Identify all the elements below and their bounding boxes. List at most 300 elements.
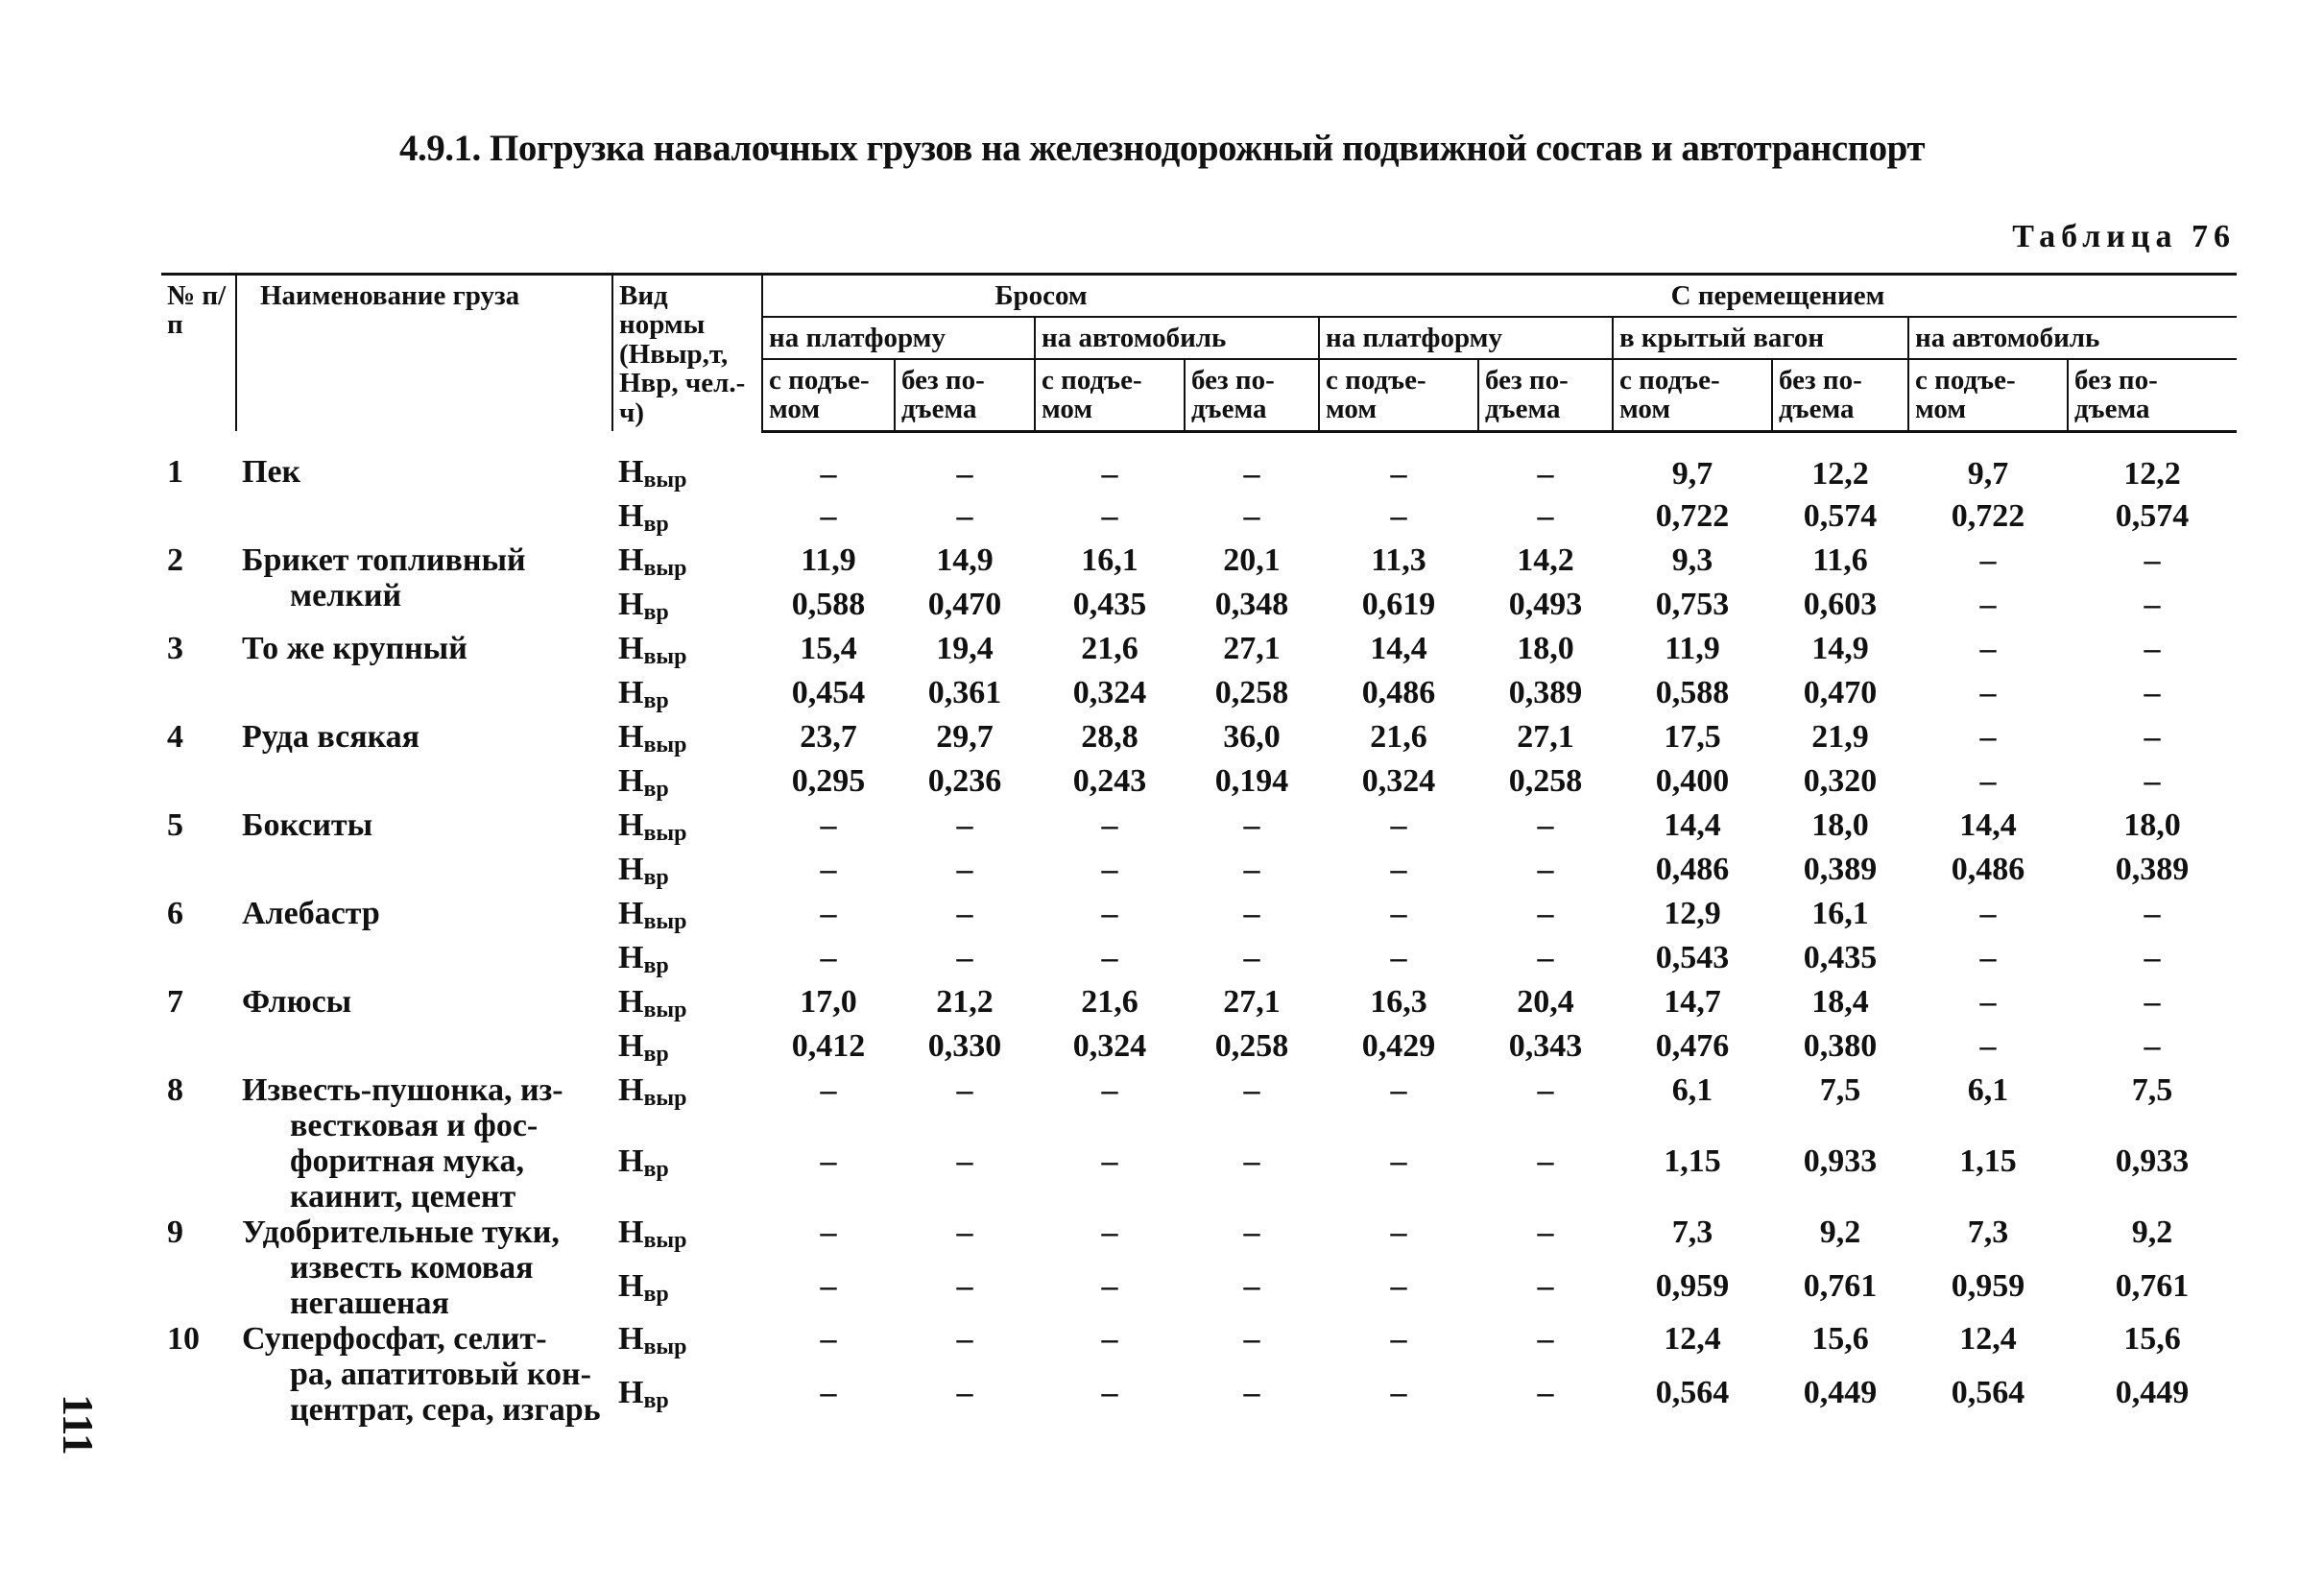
value-cell: – bbox=[1537, 1374, 1554, 1410]
value-cell: – bbox=[1537, 498, 1554, 535]
value-cell: – bbox=[1979, 675, 1997, 711]
table-row bbox=[161, 542, 2237, 587]
row-number: 3 bbox=[167, 631, 183, 667]
value-cell: 0,258 bbox=[1214, 1028, 1289, 1065]
cargo-name-line: центрат, сера, изгарь bbox=[290, 1392, 601, 1429]
value-cell: – bbox=[2144, 940, 2161, 976]
table-row bbox=[161, 719, 2237, 763]
value-cell: – bbox=[1101, 1072, 1118, 1109]
value-cell: 0,389 bbox=[2115, 852, 2190, 888]
value-cell: – bbox=[1243, 1214, 1260, 1251]
norm-kind-letter: H bbox=[618, 1143, 644, 1180]
table-body bbox=[161, 431, 2237, 1428]
norm-kind-letter: H bbox=[618, 852, 644, 888]
value-cell: – bbox=[1101, 940, 1118, 976]
value-cell: 9,7 bbox=[1967, 455, 2009, 492]
table-row bbox=[161, 1321, 2237, 1375]
header-group-peremeshcheniem: С перемещением bbox=[1319, 275, 2237, 317]
value-cell: – bbox=[1537, 896, 1554, 932]
value-cell: 0,959 bbox=[1655, 1267, 1730, 1304]
norm-kind-vr bbox=[612, 498, 762, 542]
row-number: 8 bbox=[167, 1072, 183, 1109]
value-cell: 0,324 bbox=[1361, 763, 1436, 800]
norm-kind-vr bbox=[612, 852, 762, 896]
cargo-name bbox=[236, 1321, 612, 1428]
norm-kind-subscript: выр bbox=[643, 1086, 687, 1112]
value-cell: 0,324 bbox=[1072, 675, 1147, 711]
value-cell: – bbox=[1243, 852, 1260, 888]
cargo-name bbox=[236, 631, 612, 719]
norm-kind-letter: H bbox=[618, 940, 644, 976]
value-cell: 0,933 bbox=[2115, 1143, 2190, 1180]
value-cell: – bbox=[1390, 498, 1407, 535]
value-cell: 7,5 bbox=[2131, 1072, 2173, 1109]
value-cell: – bbox=[1243, 807, 1260, 844]
value-cell: 0,449 bbox=[2115, 1374, 2190, 1410]
value-cell: – bbox=[1243, 1143, 1260, 1180]
norm-kind-vyr bbox=[612, 431, 762, 498]
value-cell: – bbox=[1390, 1267, 1407, 1304]
value-cell: – bbox=[1101, 455, 1118, 492]
norm-kind-subscript: вр bbox=[643, 1157, 669, 1183]
value-cell: 0,588 bbox=[1655, 675, 1730, 711]
value-cell: 21,2 bbox=[936, 984, 994, 1021]
value-cell: 36,0 bbox=[1223, 719, 1281, 756]
norm-kind-letter: H bbox=[618, 896, 644, 932]
value-cell: – bbox=[1101, 1267, 1118, 1304]
norm-kind-vr bbox=[612, 675, 762, 719]
cargo-name-line: Алебастр bbox=[242, 896, 380, 932]
row-number: 10 bbox=[167, 1321, 200, 1358]
value-cell: 0,194 bbox=[1214, 763, 1289, 800]
value-cell: – bbox=[956, 1072, 973, 1109]
column-header: без по- дъема bbox=[2068, 359, 2237, 432]
value-cell: – bbox=[956, 1143, 973, 1180]
norm-kind-letter: H bbox=[618, 984, 644, 1021]
value-cell: 0,343 bbox=[1508, 1028, 1583, 1065]
value-cell: 28,8 bbox=[1081, 719, 1138, 756]
norm-kind-vr bbox=[612, 1375, 762, 1429]
row-number: 1 bbox=[167, 454, 183, 491]
norm-kind-subscript: выр bbox=[643, 1335, 687, 1360]
norm-kind-letter: H bbox=[618, 454, 644, 491]
value-cell: 9,3 bbox=[1671, 542, 1713, 579]
cargo-name-line: Флюсы bbox=[242, 984, 352, 1021]
value-cell: 0,761 bbox=[2115, 1267, 2190, 1304]
value-cell: – bbox=[956, 498, 973, 535]
value-cell: 0,295 bbox=[791, 763, 866, 800]
cargo-name-line: каинит, цемент bbox=[290, 1179, 516, 1215]
value-cell: 20,4 bbox=[1517, 984, 1574, 1021]
cargo-name bbox=[236, 719, 612, 807]
table-row bbox=[161, 984, 2237, 1028]
cargo-name bbox=[236, 1072, 612, 1214]
value-cell: 0,361 bbox=[927, 675, 1002, 711]
value-cell: – bbox=[1537, 852, 1554, 888]
value-cell: – bbox=[956, 1374, 973, 1410]
value-cell: – bbox=[1243, 455, 1260, 492]
norm-kind-letter: H bbox=[618, 542, 644, 579]
value-cell: – bbox=[1390, 1321, 1407, 1358]
value-cell: – bbox=[820, 1072, 837, 1109]
value-cell: – bbox=[2144, 763, 2161, 800]
norm-kind-subscript: вр bbox=[643, 1387, 669, 1413]
norm-kind-vyr bbox=[612, 1321, 762, 1375]
value-cell: – bbox=[1390, 1072, 1407, 1109]
table-row bbox=[161, 631, 2237, 675]
value-cell: – bbox=[820, 1214, 837, 1251]
value-cell: – bbox=[2144, 587, 2161, 623]
value-cell: 0,258 bbox=[1214, 675, 1289, 711]
value-cell: – bbox=[1537, 1143, 1554, 1180]
row-number: 7 bbox=[167, 984, 183, 1021]
value-cell: 7,5 bbox=[1819, 1072, 1861, 1109]
value-cell: 14,9 bbox=[1811, 631, 1869, 667]
value-cell: – bbox=[820, 940, 837, 976]
column-header: с подъе- мом bbox=[1319, 359, 1478, 432]
value-cell: – bbox=[820, 1267, 837, 1304]
value-cell: 19,4 bbox=[936, 631, 994, 667]
column-header: без по- дъема bbox=[1772, 359, 1908, 432]
column-header: без по- дъема bbox=[895, 359, 1035, 432]
value-cell: 21,6 bbox=[1081, 984, 1138, 1021]
norm-kind-subscript: вр bbox=[643, 865, 669, 891]
value-cell: 0,348 bbox=[1214, 587, 1289, 623]
value-cell: – bbox=[2144, 896, 2161, 932]
norm-kind-letter: H bbox=[618, 1028, 644, 1065]
value-cell: 18,0 bbox=[1517, 631, 1574, 667]
value-cell: 0,486 bbox=[1951, 852, 2025, 888]
value-cell: – bbox=[956, 455, 973, 492]
cargo-name-line: Пек bbox=[242, 454, 301, 491]
value-cell: – bbox=[1243, 896, 1260, 932]
row-number: 2 bbox=[167, 542, 183, 579]
value-cell: 0,389 bbox=[1508, 675, 1583, 711]
value-cell: 0,330 bbox=[927, 1028, 1002, 1065]
value-cell: 0,476 bbox=[1655, 1028, 1730, 1065]
value-cell: 18,4 bbox=[1811, 984, 1869, 1021]
value-cell: 0,493 bbox=[1508, 587, 1583, 623]
norm-kind-vr bbox=[612, 1143, 762, 1214]
value-cell: 0,564 bbox=[1655, 1374, 1730, 1410]
value-cell: 12,9 bbox=[1664, 896, 1721, 932]
value-cell: 0,380 bbox=[1803, 1028, 1878, 1065]
norm-kind-letter: H bbox=[618, 807, 644, 844]
value-cell: 9,2 bbox=[2131, 1214, 2173, 1251]
cargo-name-line: ра, апатитовый кон- bbox=[290, 1357, 591, 1393]
value-cell: 0,486 bbox=[1655, 852, 1730, 888]
norm-kind-vyr bbox=[612, 1072, 762, 1143]
value-cell: – bbox=[1537, 1321, 1554, 1358]
row-number: 9 bbox=[167, 1214, 183, 1251]
column-header: с подъе- мом bbox=[1613, 359, 1772, 432]
value-cell: – bbox=[1979, 587, 1997, 623]
value-cell: – bbox=[956, 896, 973, 932]
norm-kind-subscript: выр bbox=[643, 644, 687, 670]
norm-kind-subscript: выр bbox=[643, 909, 687, 935]
value-cell: 15,6 bbox=[2123, 1321, 2181, 1358]
value-cell: 0,722 bbox=[1951, 498, 2025, 535]
cargo-name bbox=[236, 984, 612, 1072]
value-cell: – bbox=[820, 807, 837, 844]
value-cell: – bbox=[956, 940, 973, 976]
value-cell: 0,933 bbox=[1803, 1143, 1878, 1180]
cargo-name-line: То же крупный bbox=[242, 631, 467, 667]
value-cell: – bbox=[1101, 1374, 1118, 1410]
cargo-name bbox=[236, 431, 612, 542]
value-cell: – bbox=[1979, 542, 1997, 579]
value-cell: 0,470 bbox=[927, 587, 1002, 623]
value-cell: 0,435 bbox=[1072, 587, 1147, 623]
norm-kind-vr bbox=[612, 763, 762, 807]
value-cell: – bbox=[2144, 675, 2161, 711]
value-cell: 0,243 bbox=[1072, 763, 1147, 800]
value-cell: 11,9 bbox=[1665, 631, 1720, 667]
value-cell: – bbox=[1537, 1214, 1554, 1251]
value-cell: – bbox=[1979, 1028, 1997, 1065]
value-cell: 21,9 bbox=[1811, 719, 1869, 756]
value-cell: 6,1 bbox=[1967, 1072, 2009, 1109]
value-cell: – bbox=[956, 807, 973, 844]
norm-kind-letter: H bbox=[618, 1072, 644, 1109]
value-cell: – bbox=[1537, 807, 1554, 844]
section-title: 4.9.1. Погрузка навалочных грузов на железнодорожный подвижной состав и автотранспорт bbox=[399, 128, 1925, 169]
cargo-name-line: Брикет топливный bbox=[242, 542, 526, 579]
value-cell: – bbox=[1101, 896, 1118, 932]
value-cell: – bbox=[1101, 1214, 1118, 1251]
norm-kind-vyr bbox=[612, 542, 762, 587]
value-cell: – bbox=[1390, 896, 1407, 932]
column-header: с подъе- мом bbox=[1908, 359, 2068, 432]
header-group-brosom: Бросом bbox=[762, 275, 1319, 317]
value-cell: – bbox=[1390, 1214, 1407, 1251]
value-cell: 6,1 bbox=[1671, 1072, 1713, 1109]
value-cell: 7,3 bbox=[1967, 1214, 2009, 1251]
value-cell: – bbox=[820, 1321, 837, 1358]
value-cell: 0,588 bbox=[791, 587, 866, 623]
value-cell: – bbox=[820, 852, 837, 888]
norm-kind-subscript: выр bbox=[643, 998, 687, 1023]
value-cell: 16,1 bbox=[1811, 896, 1869, 932]
cargo-name bbox=[236, 807, 612, 896]
value-cell: – bbox=[1243, 498, 1260, 535]
value-cell: 0,429 bbox=[1361, 1028, 1436, 1065]
value-cell: 11,6 bbox=[1812, 542, 1868, 579]
value-cell: – bbox=[1101, 1321, 1118, 1358]
value-cell: 18,0 bbox=[1811, 807, 1869, 844]
value-cell: 12,2 bbox=[1811, 455, 1869, 492]
value-cell: 9,2 bbox=[1819, 1214, 1861, 1251]
norm-kind-subscript: выр bbox=[643, 1228, 687, 1254]
norm-kind-letter: H bbox=[618, 719, 644, 756]
table-label: Таблица 76 bbox=[2012, 219, 2236, 254]
norm-kind-letter: H bbox=[618, 675, 644, 711]
value-cell: 16,3 bbox=[1370, 984, 1427, 1021]
value-cell: – bbox=[1101, 1143, 1118, 1180]
cargo-name-line: известь комовая bbox=[290, 1250, 534, 1286]
value-cell: – bbox=[2144, 984, 2161, 1021]
norm-kind-letter: H bbox=[618, 587, 644, 623]
value-cell: 0,574 bbox=[2115, 498, 2190, 535]
norm-kind-subscript: выр bbox=[643, 821, 687, 847]
value-cell: – bbox=[1243, 1072, 1260, 1109]
value-cell: 0,236 bbox=[927, 763, 1002, 800]
value-cell: – bbox=[1537, 940, 1554, 976]
norm-kind-vr bbox=[612, 940, 762, 984]
cargo-name-line: Руда всякая bbox=[242, 719, 420, 756]
value-cell: 0,400 bbox=[1655, 763, 1730, 800]
norm-kind-vr bbox=[612, 1268, 762, 1322]
table-row bbox=[161, 431, 2237, 498]
norm-kind-vyr bbox=[612, 896, 762, 940]
norm-kind-subscript: вр bbox=[643, 953, 669, 979]
value-cell: – bbox=[1979, 763, 1997, 800]
value-cell: 9,7 bbox=[1671, 455, 1713, 492]
value-cell: – bbox=[1390, 1143, 1407, 1180]
table-row bbox=[161, 807, 2237, 852]
norm-kind-subscript: выр bbox=[643, 468, 687, 493]
value-cell: – bbox=[1537, 455, 1554, 492]
header-num: № п/п bbox=[161, 275, 236, 432]
subheader-platform-2: на платформу bbox=[1319, 317, 1613, 359]
norm-kind-subscript: вр bbox=[643, 1281, 669, 1307]
value-cell: 0,470 bbox=[1803, 675, 1878, 711]
norm-kind-vyr bbox=[612, 631, 762, 675]
norm-kind-letter: H bbox=[618, 498, 644, 535]
header-kind: Вид нормы (Hвыр,т, Hвр, чел.-ч) bbox=[612, 275, 762, 432]
value-cell: – bbox=[1101, 807, 1118, 844]
row-number: 4 bbox=[167, 719, 183, 756]
value-cell: – bbox=[956, 852, 973, 888]
value-cell: 17,0 bbox=[800, 984, 857, 1021]
value-cell: 0,543 bbox=[1655, 940, 1730, 976]
value-cell: 20,1 bbox=[1223, 542, 1281, 579]
value-cell: – bbox=[820, 1143, 837, 1180]
value-cell: 27,1 bbox=[1223, 631, 1281, 667]
value-cell: 0,564 bbox=[1951, 1374, 2025, 1410]
cargo-name-line: Удобрительные туки, bbox=[242, 1214, 560, 1251]
value-cell: – bbox=[1390, 1374, 1407, 1410]
value-cell: – bbox=[820, 498, 837, 535]
value-cell: – bbox=[1390, 940, 1407, 976]
value-cell: 0,619 bbox=[1361, 587, 1436, 623]
norm-kind-letter: H bbox=[618, 1374, 644, 1410]
header-name: Наименование груза bbox=[236, 275, 612, 432]
value-cell: – bbox=[2144, 1028, 2161, 1065]
value-cell: 0,959 bbox=[1951, 1267, 2025, 1304]
value-cell: 0,449 bbox=[1803, 1374, 1878, 1410]
norm-kind-subscript: выр bbox=[643, 733, 687, 758]
cargo-name bbox=[236, 1214, 612, 1321]
cargo-name-line: мелкий bbox=[290, 578, 402, 614]
value-cell: 18,0 bbox=[2123, 807, 2181, 844]
value-cell: 0,454 bbox=[791, 675, 866, 711]
value-cell: – bbox=[2144, 542, 2161, 579]
subheader-platform-1: на платформу bbox=[762, 317, 1035, 359]
value-cell: 14,4 bbox=[1664, 807, 1721, 844]
norm-kind-subscript: вр bbox=[643, 512, 669, 538]
norm-kind-vyr bbox=[612, 719, 762, 763]
value-cell: 0,486 bbox=[1361, 675, 1436, 711]
value-cell: – bbox=[1243, 1374, 1260, 1410]
value-cell: – bbox=[1537, 1072, 1554, 1109]
cargo-name-line: Суперфосфат, селит- bbox=[242, 1321, 547, 1358]
value-cell: – bbox=[956, 1321, 973, 1358]
column-header: с подъе- мом bbox=[762, 359, 895, 432]
value-cell: 0,753 bbox=[1655, 587, 1730, 623]
value-cell: 14,2 bbox=[1517, 542, 1574, 579]
value-cell: – bbox=[820, 455, 837, 492]
cargo-name-line: Бокситы bbox=[242, 807, 373, 844]
value-cell: 14,4 bbox=[1370, 631, 1427, 667]
value-cell: 11,9 bbox=[801, 542, 856, 579]
norm-kind-letter: H bbox=[618, 763, 644, 800]
value-cell: – bbox=[1243, 1321, 1260, 1358]
value-cell: 27,1 bbox=[1223, 984, 1281, 1021]
value-cell: 21,6 bbox=[1081, 631, 1138, 667]
value-cell: 12,4 bbox=[1664, 1321, 1721, 1358]
norm-kind-letter: H bbox=[618, 631, 644, 667]
norm-kind-vyr bbox=[612, 807, 762, 852]
norm-kind-vr bbox=[612, 1028, 762, 1072]
norm-kind-subscript: вр bbox=[643, 1042, 669, 1068]
table-header bbox=[161, 275, 2237, 432]
value-cell: – bbox=[956, 1214, 973, 1251]
cargo-name-line: вестковая и фос- bbox=[290, 1108, 539, 1144]
value-cell: 7,3 bbox=[1671, 1214, 1713, 1251]
page-number: 111 bbox=[54, 1394, 103, 1455]
value-cell: 29,7 bbox=[936, 719, 994, 756]
norm-kind-vyr bbox=[612, 984, 762, 1028]
norm-kind-letter: H bbox=[618, 1214, 644, 1251]
value-cell: 0,603 bbox=[1803, 587, 1878, 623]
value-cell: 0,320 bbox=[1803, 763, 1878, 800]
cargo-name bbox=[236, 542, 612, 631]
subheader-auto-1: на автомобиль bbox=[1035, 317, 1319, 359]
value-cell: – bbox=[1390, 807, 1407, 844]
row-number: 5 bbox=[167, 807, 183, 844]
value-cell: 0,389 bbox=[1803, 852, 1878, 888]
norm-kind-vyr bbox=[612, 1214, 762, 1268]
table-row bbox=[161, 1214, 2237, 1268]
cargo-name-line: Известь-пушонка, из- bbox=[242, 1072, 563, 1109]
subheader-wagon: в крытый вагон bbox=[1613, 317, 1908, 359]
value-cell: – bbox=[956, 1267, 973, 1304]
norm-kind-subscript: вр bbox=[643, 777, 669, 803]
value-cell: – bbox=[1979, 631, 1997, 667]
value-cell: – bbox=[2144, 719, 2161, 756]
value-cell: – bbox=[820, 1374, 837, 1410]
subheader-auto-2: на автомобиль bbox=[1908, 317, 2237, 359]
value-cell: 0,435 bbox=[1803, 940, 1878, 976]
table-row bbox=[161, 896, 2237, 940]
value-cell: – bbox=[820, 896, 837, 932]
value-cell: – bbox=[1243, 1267, 1260, 1304]
value-cell: 21,6 bbox=[1370, 719, 1427, 756]
value-cell: – bbox=[1390, 852, 1407, 888]
value-cell: 17,5 bbox=[1664, 719, 1721, 756]
column-header: с подъе- мом bbox=[1035, 359, 1185, 432]
value-cell: 11,3 bbox=[1371, 542, 1426, 579]
norm-kind-letter: H bbox=[618, 1267, 644, 1304]
cargo-name-line: негашеная bbox=[290, 1286, 449, 1322]
value-cell: 12,4 bbox=[1959, 1321, 2017, 1358]
value-cell: – bbox=[1537, 1267, 1554, 1304]
norm-kind-subscript: вр bbox=[643, 600, 669, 626]
value-cell: 12,2 bbox=[2123, 455, 2181, 492]
column-header: без по- дъема bbox=[1185, 359, 1319, 432]
value-cell: 1,15 bbox=[1664, 1143, 1721, 1180]
